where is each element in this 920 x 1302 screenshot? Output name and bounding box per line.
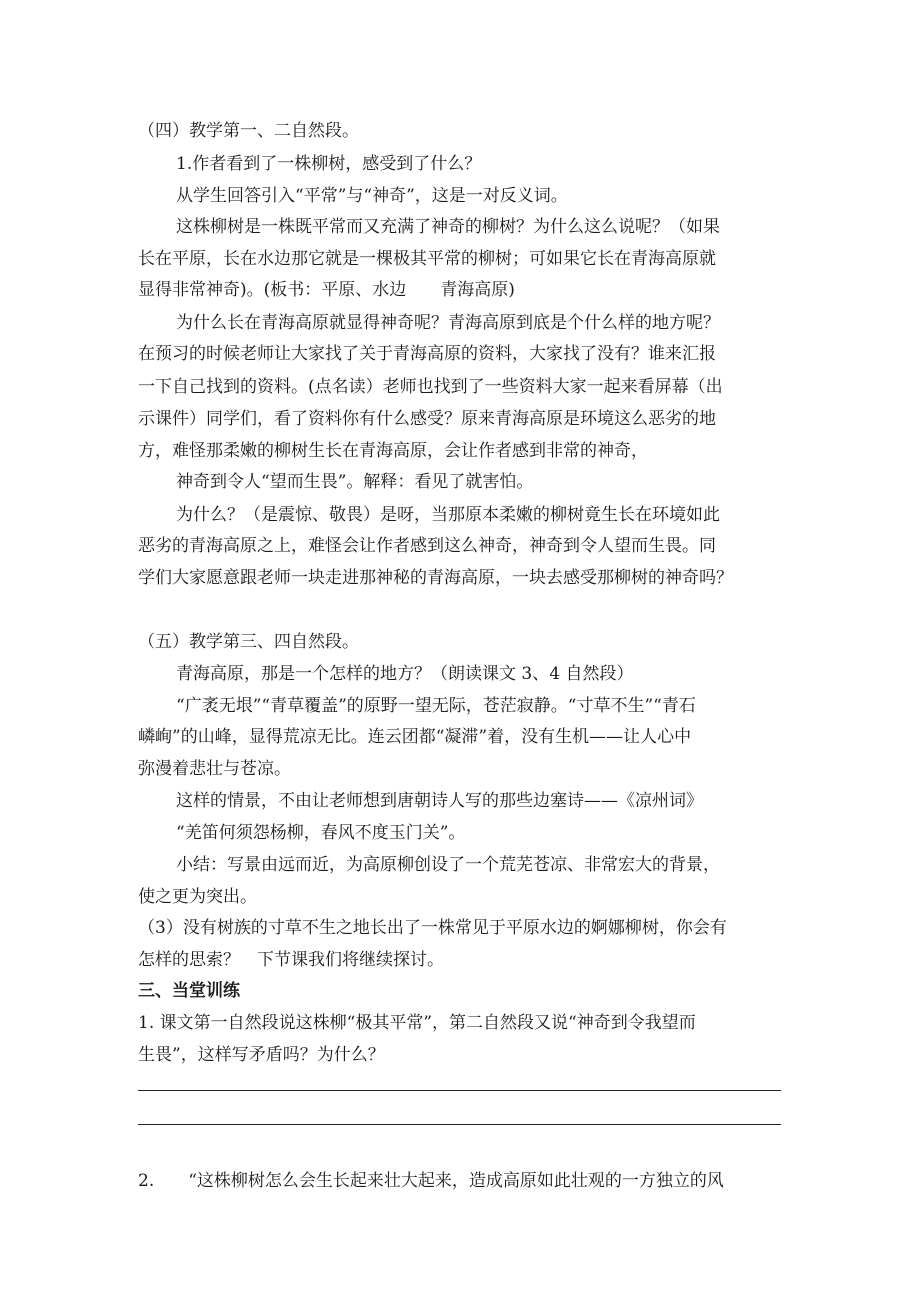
- paragraph-line: 弥漫着悲壮与苍凉。: [138, 759, 291, 779]
- poem-quote: “羌笛何须怨杨柳，春风不度玉门关”。: [176, 823, 466, 843]
- paragraph-line: 学们大家愿意跟老师一块走进那神秘的青海高原，一块去感受那柳树的神奇吗？: [138, 568, 733, 588]
- answer-line[interactable]: [138, 1090, 781, 1091]
- paragraph-line: 使之更为突出。: [138, 887, 257, 907]
- paragraph-line: 显得非常神奇)。(板书：平原、水边 青海高原): [138, 280, 515, 300]
- paragraph-line: 嶙峋”的山峰，显得荒凉无比。连云团都“凝滞”着，没有生机——让人心中: [138, 727, 692, 747]
- paragraph-line: 青海高原，那是一个怎样的地方？（朗读课文 3、4 自然段）: [176, 664, 634, 684]
- paragraph-line: 方，难怪那柔嫩的柳树生长在青海高原，会让作者感到非常的神奇，: [138, 441, 648, 461]
- paragraph-line: 为什么？（是震惊、敬畏）是呀，当那原本柔嫩的柳树竟生长在环境如此: [176, 505, 720, 525]
- paragraph-line: 长在平原，长在水边那它就是一棵极其平常的柳树；可如果它长在青海高原就: [138, 249, 716, 269]
- paragraph-line: 示课件）同学们，看了资料你有什么感受？原来青海高原是环境这么恶劣的地: [138, 409, 716, 429]
- exercise-1-continued: 生畏”，这样写矛盾吗？为什么？: [138, 1045, 385, 1065]
- paragraph-line: 一下自己找到的资料。(点名读）老师也找到了一些资料大家一起来看屏幕（出: [138, 377, 723, 397]
- paragraph-line: “广袤无垠”“青草覆盖”的原野一望无际，苍茫寂静。“寸草不生”“青石: [176, 696, 696, 716]
- question-1: 1.作者看到了一株柳树，感受到了什么？: [176, 154, 482, 174]
- exercise-1: 1. 课文第一自然段说这株柳“极其平常”，第二自然段又说“神奇到令我望而: [138, 1013, 696, 1033]
- exercise-2: 2. “这株柳树怎么会生长起来壮大起来，造成高原如此壮观的一方独立的风: [138, 1171, 724, 1191]
- answer-line[interactable]: [138, 1124, 781, 1125]
- paragraph-line: 恶劣的青海高原之上，难怪会让作者感到这么神奇，神奇到令人望而生畏。同: [138, 536, 716, 556]
- paragraph-line: （3）没有树族的寸草不生之地长出了一株常见于平原水边的婀娜柳树，你会有: [138, 918, 727, 938]
- section-three-heading: 三、当堂训练: [138, 981, 240, 1001]
- section-five-heading: （五）教学第三、四自然段。: [138, 632, 359, 652]
- paragraph-line: 这株柳树是一株既平常而又充满了神奇的柳树？为什么这么说呢？（如果: [176, 217, 720, 237]
- paragraph-line: 这样的情景，不由让老师想到唐朝诗人写的那些边塞诗——《凉州词》: [176, 791, 703, 811]
- paragraph-line: 怎样的思索？ 下节课我们将继续探讨。: [138, 950, 444, 970]
- paragraph-line: 从学生回答引入“平常”与“神奇”，这是一对反义词。: [176, 186, 568, 206]
- paragraph-line: 神奇到令人“望而生畏”。解释：看见了就害怕。: [176, 472, 534, 492]
- summary-line: 小结：写景由远而近，为高原柳创设了一个荒芜苍凉、非常宏大的背景，: [176, 855, 720, 875]
- paragraph-line: 在预习的时候老师让大家找了关于青海高原的资料，大家找了没有？谁来汇报: [138, 344, 716, 364]
- section-four-heading: （四）教学第一、二自然段。: [138, 121, 359, 141]
- paragraph-line: 为什么长在青海高原就显得神奇呢？青海高原到底是个什么样的地方呢？: [176, 313, 720, 333]
